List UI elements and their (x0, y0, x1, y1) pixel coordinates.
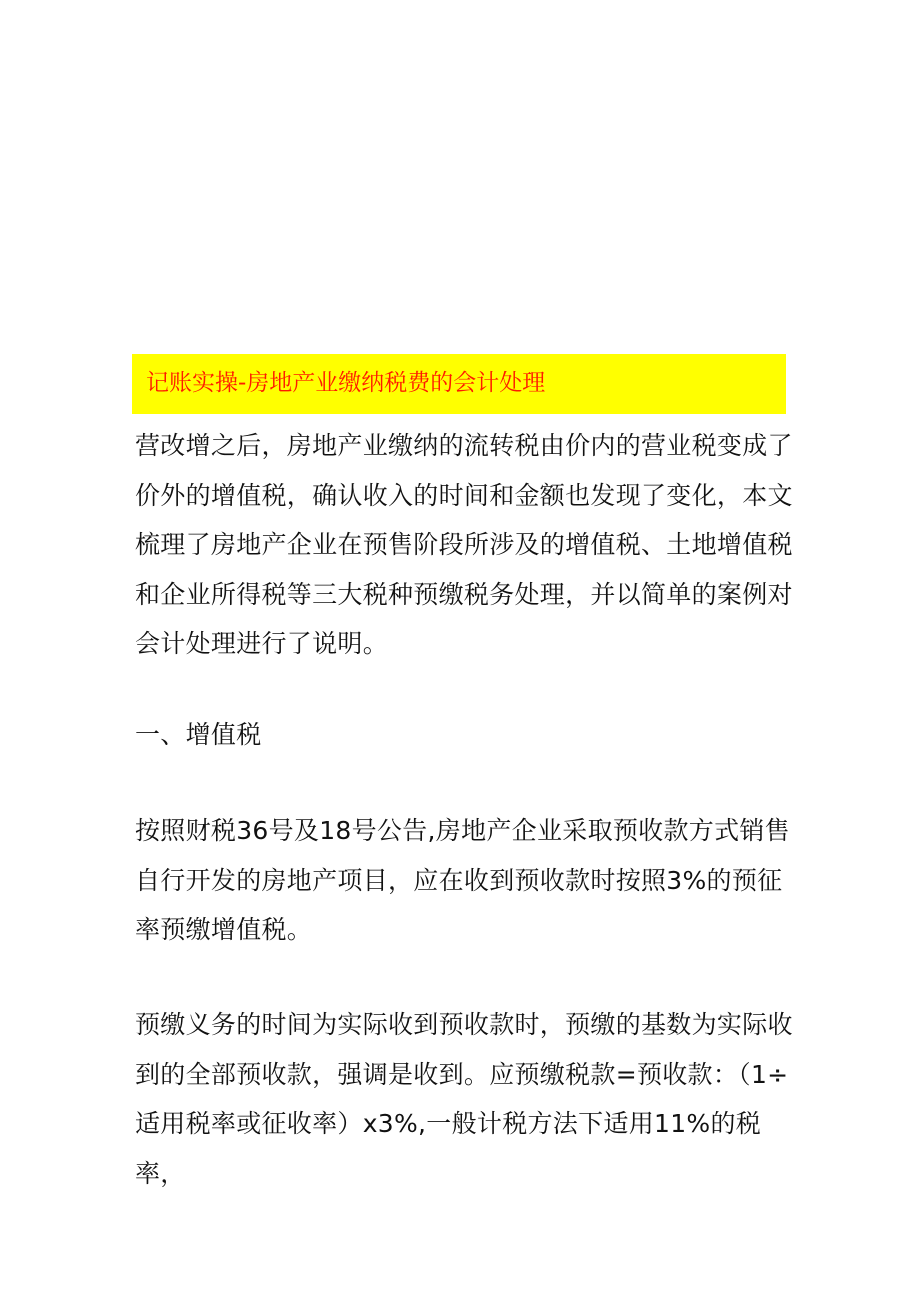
body-paragraph-2: 预缴义务的时间为实际收到预收款时，预缴的基数为实际收到的全部预收款，强调是收到。应预缴税款=预收款：（1÷适用税率或征收率）x3%,一般计税方法下适用11%的税率， (135, 1010, 793, 1188)
title-highlight-bar (132, 354, 786, 414)
intro-paragraph: 营改增之后，房地产业缴纳的流转税由价内的营业税变成了价外的增值税，确认收入的时间和金额也发现了变化，本文梳理了房地产企业在预售阶段所涉及的增值税、土地增值税和企业所得税等三大税种预缴税务处理，并以简单的案例对会计处理进行了说明。 (135, 431, 793, 658)
document-title: 记账实操-房地产业缴纳税费的会计处理 (146, 370, 546, 396)
section-heading: 一、增值税 (135, 720, 262, 749)
body-paragraph-1: 按照财税36号及18号公告,房地产企业采取预收款方式销售自行开发的房地产项目，应在收到预收款时按照3%的预征率预缴增值税。 (135, 816, 790, 944)
